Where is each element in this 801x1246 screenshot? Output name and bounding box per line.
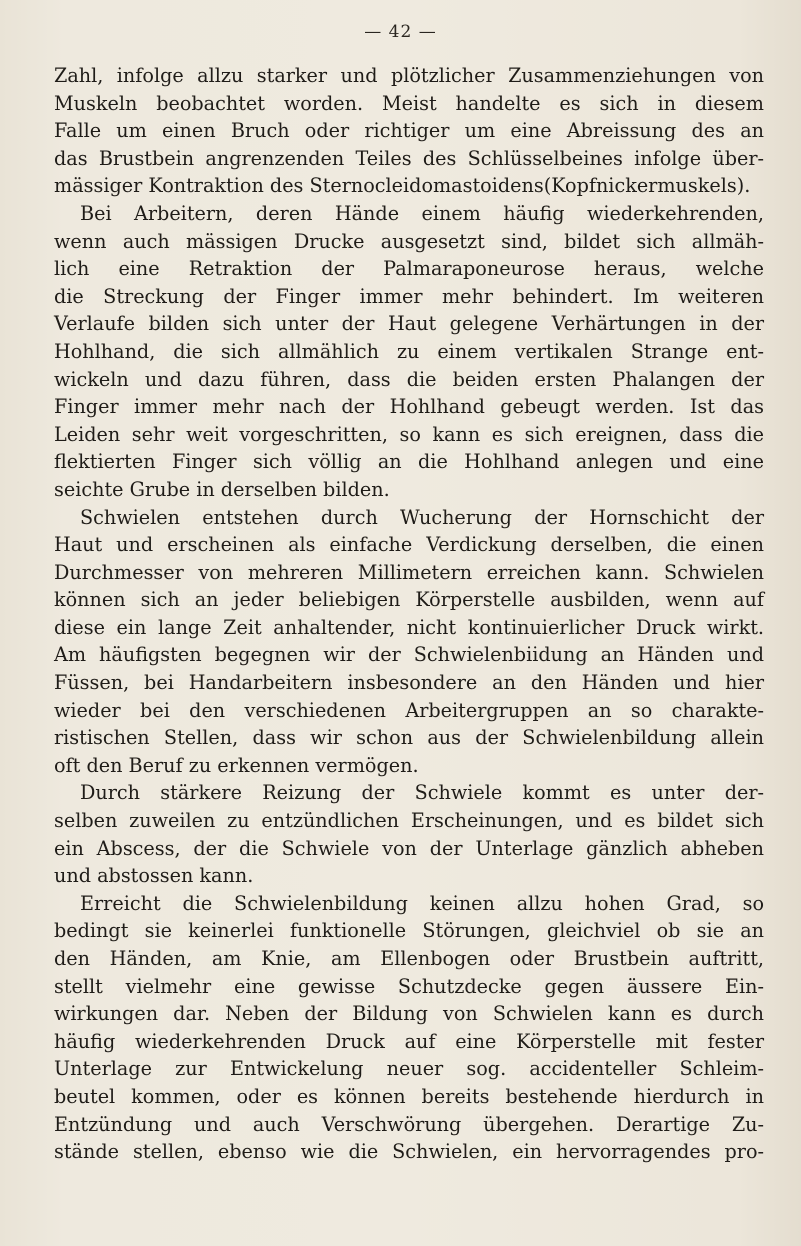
text-line: stände stellen, ebenso wie die Schwielen, ein hervorragendes pro-: [54, 1140, 764, 1164]
text-line: diese ein lange Zeit anhaltender, nicht kontinuierlicher Druck wirkt.: [54, 615, 764, 639]
text-line: Füssen, bei Handarbeitern insbesondere an den Händen und hier: [54, 671, 764, 695]
text-line: wenn auch mässigen Drucke ausgesetzt sind, bildet sich allmäh-: [54, 229, 764, 253]
text-line: bedingt sie keinerlei funktionelle Störungen, gleichviel ob sie an: [54, 919, 764, 943]
text-line: oft den Beruf zu erkennen vermögen.: [54, 753, 419, 777]
text-line: Hohlhand, die sich allmählich zu einem vertikalen Strange ent-: [54, 339, 764, 363]
text-line: mässiger Kontraktion des Sternocleidomastoidens(Kopfnickermuskels).: [54, 174, 751, 198]
text-line: Entzündung und auch Verschwörung übergehen. Derartige Zu-: [54, 1112, 764, 1136]
text-line: Am häufigsten begegnen wir der Schwielenbiidung an Händen und: [54, 643, 764, 667]
text-line: wickeln und dazu führen, dass die beiden ersten Phalangen der: [54, 367, 764, 391]
text-line: wieder bei den verschiedenen Arbeitergruppen an so charakte-: [54, 698, 764, 722]
text-line: Leiden sehr weit vorgeschritten, so kann es sich ereignen, dass die: [54, 422, 764, 446]
text-line: können sich an jeder beliebigen Körperstelle ausbilden, wenn auf: [54, 588, 764, 612]
text-line: Schwielen entstehen durch Wucherung der Hornschicht der: [80, 505, 764, 529]
text-line: selben zuweilen zu entzündlichen Erscheinungen, und es bildet sich: [54, 809, 764, 833]
text-line: Erreicht die Schwielenbildung keinen allzu hohen Grad, so: [80, 891, 764, 915]
text-line: Haut und erscheinen als einfache Verdickung derselben, die einen: [54, 533, 764, 557]
text-line: häufig wiederkehrenden Druck auf eine Körperstelle mit fester: [54, 1029, 764, 1053]
text-line: stellt vielmehr eine gewisse Schutzdecke gegen äussere Ein-: [54, 974, 764, 998]
text-line: lich eine Retraktion der Palmaraponeurose heraus, welche: [54, 257, 764, 281]
text-line: ein Abscess, der die Schwiele von der Unterlage gänzlich abheben: [54, 836, 764, 860]
text-line: Unterlage zur Entwickelung neuer sog. accidenteller Schleim-: [54, 1057, 764, 1081]
text-line: das Brustbein angrenzenden Teiles des Schlüsselbeines infolge über-: [54, 146, 764, 170]
text-line: die Streckung der Finger immer mehr behindert. Im weiteren: [54, 284, 764, 308]
text-line: Muskeln beobachtet worden. Meist handelte es sich in diesem: [54, 91, 764, 115]
text-line: und abstossen kann.: [54, 864, 254, 888]
text-line: Bei Arbeitern, deren Hände einem häufig wiederkehrenden,: [80, 201, 764, 225]
text-line: Falle um einen Bruch oder richtiger um eine Abreissung des an: [54, 119, 764, 143]
text-line: Finger immer mehr nach der Hohlhand gebeugt werden. Ist das: [54, 395, 764, 419]
text-line: beutel kommen, oder es können bereits bestehende hierdurch in: [54, 1084, 764, 1108]
body-text: [54, 62, 764, 1166]
text-line: seichte Grube in derselben bilden.: [54, 477, 390, 501]
text-line: Durch stärkere Reizung der Schwiele kommt es unter der-: [80, 781, 764, 805]
text-line: ristischen Stellen, dass wir schon aus der Schwielenbildung allein: [54, 726, 764, 750]
text-line: Durchmesser von mehreren Millimetern erreichen kann. Schwielen: [54, 560, 764, 584]
text-line: den Händen, am Knie, am Ellenbogen oder Brustbein auftritt,: [54, 947, 764, 970]
text-line: flektierten Finger sich völlig an die Hohlhand anlegen und eine: [54, 450, 764, 474]
text-line: Verlaufe bilden sich unter der Haut gelegene Verhärtungen in der: [54, 312, 764, 336]
text-line: wirkungen dar. Neben der Bildung von Schwielen kann es durch: [54, 1002, 764, 1026]
page-number: — 42 —: [364, 22, 437, 42]
text-line: Zahl, infolge allzu starker und plötzlicher Zusammenziehungen von: [54, 64, 764, 87]
